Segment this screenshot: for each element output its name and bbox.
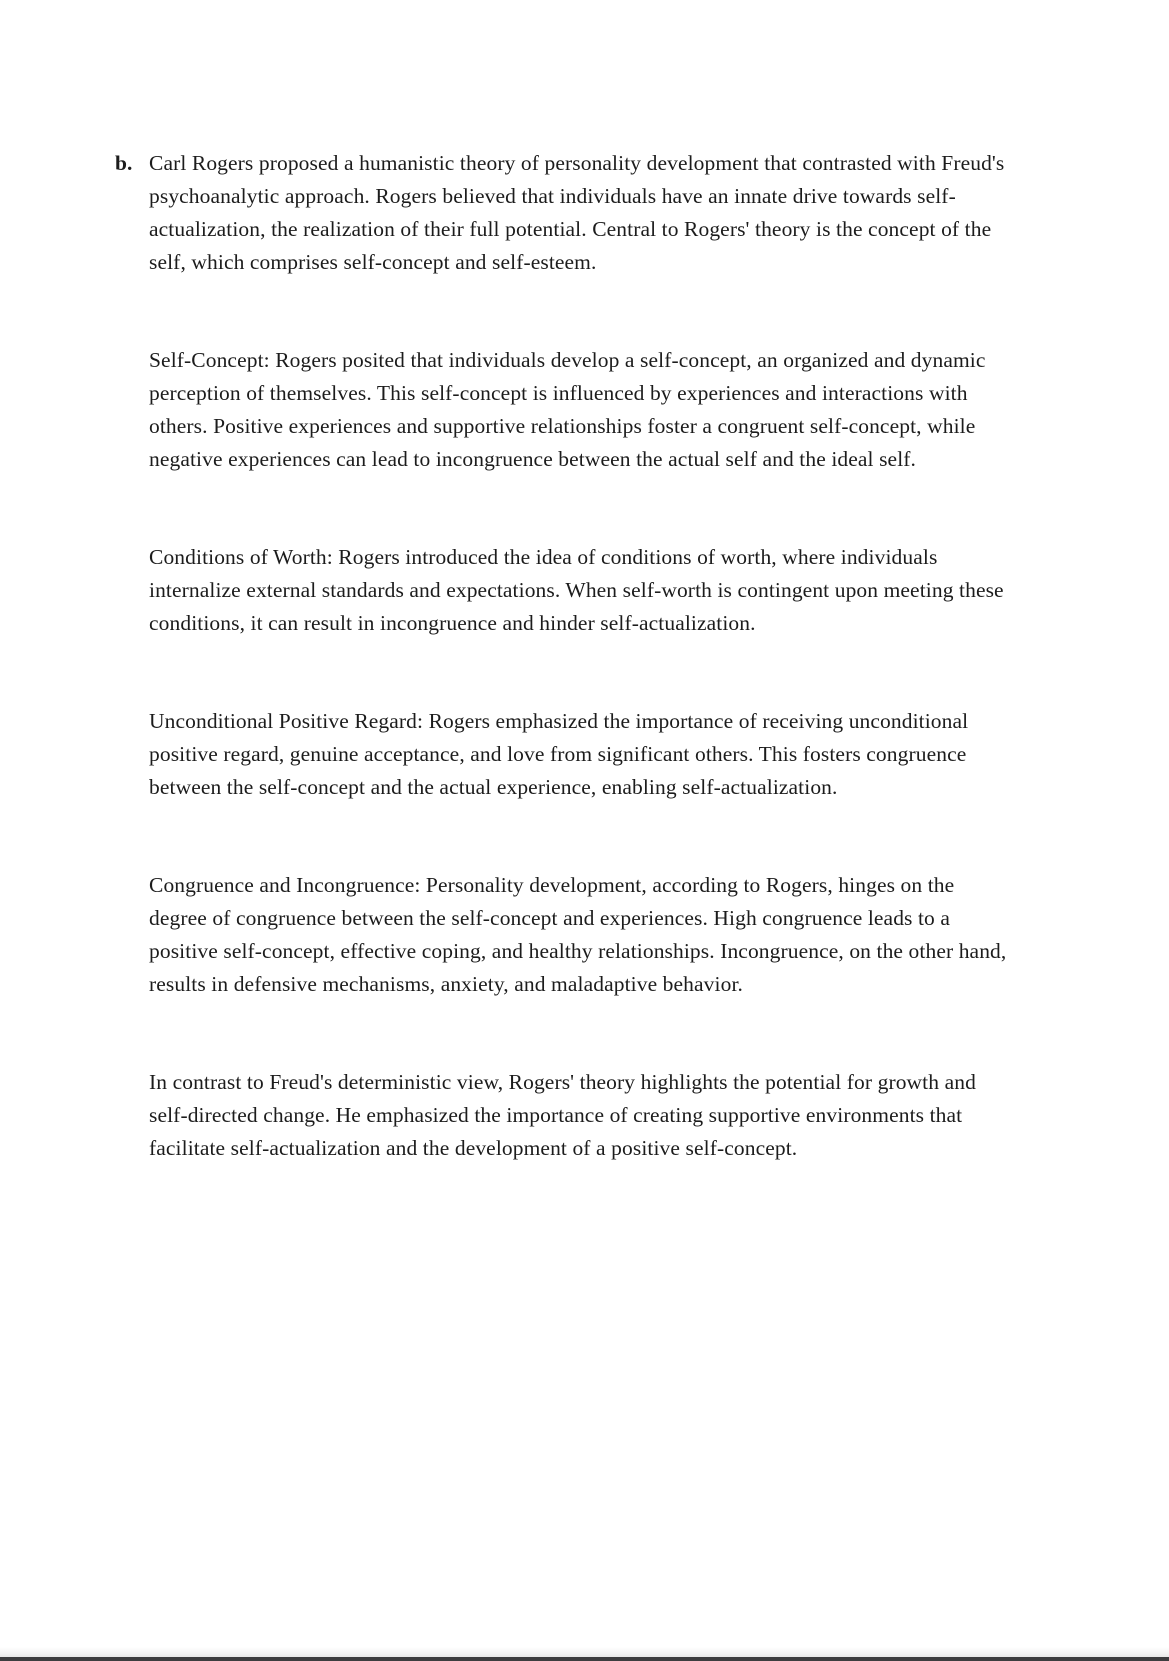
paragraph-congruence-incongruence: Congruence and Incongruence: Personality development, according to Rogers, hinges on the degree of congruence between the self-concept and experiences. High congruence leads to a positive self-concept, effective coping, and healthy relationships. Incongruence, on the other hand, results in defensive mechanisms, anxiety, and maladaptive behavior. [149, 873, 1007, 996]
window-bottom-edge [0, 1647, 1169, 1661]
paragraph-unconditional-positive-regard: Unconditional Positive Regard: Rogers emphasized the importance of receiving unconditional positive regard, genuine acceptance, and love from significant others. This fosters congruence between the self-concept and the actual experience, enabling self-actualization. [149, 709, 969, 799]
list-item-b [115, 147, 1015, 279]
paragraph-intro: Carl Rogers proposed a humanistic theory of personality development that contrasted with Freud's psychoanalytic approach. Rogers believed that individuals have an innate drive towards self-actualization, the realization of their full potential. Central to Rogers' theory is the concept of the self, which comprises self-concept and self-esteem. [149, 151, 1005, 274]
document-body [115, 147, 1015, 1230]
paragraph-conditions-of-worth: Conditions of Worth: Rogers introduced the idea of conditions of worth, where individuals internalize external standards and expectations. When self-worth is contingent upon meeting these conditions, it can result in incongruence and hinder self-actualization. [149, 545, 1004, 635]
paragraph-self-concept: Self-Concept: Rogers posited that individuals develop a self-concept, an organized and dynamic perception of themselves. This self-concept is influenced by experiences and interactions with others. Positive experiences and supportive relationships foster a congruent self-concept, while negative experiences can lead to incongruence between the actual self and the ideal self. [149, 348, 986, 471]
paragraph-contrast-freud: In contrast to Freud's deterministic view, Rogers' theory highlights the potential for growth and self-directed change. He emphasized the importance of creating supportive environments that facilitate self-actualization and the development of a positive self-concept. [149, 1070, 976, 1160]
list-marker: b. [115, 151, 133, 175]
